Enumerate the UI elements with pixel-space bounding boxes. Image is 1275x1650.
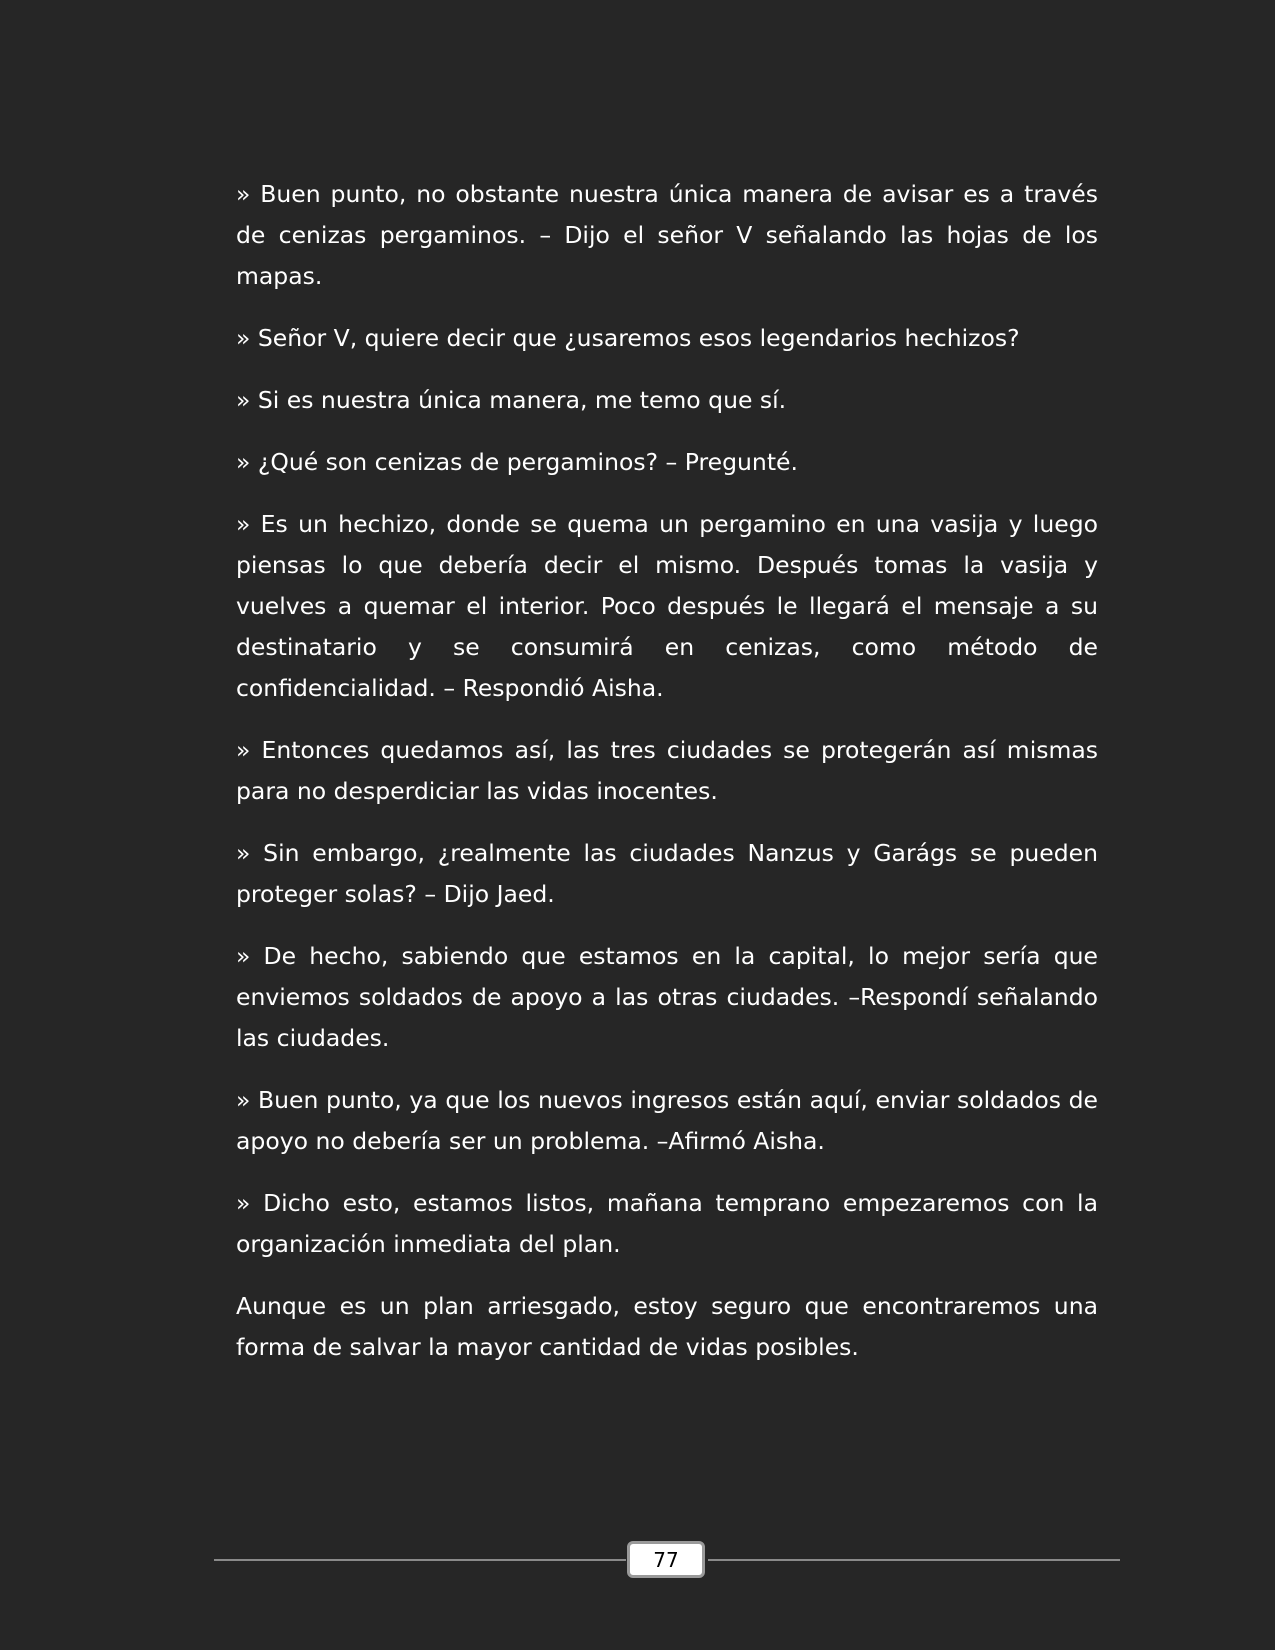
paragraph: » Buen punto, ya que los nuevos ingresos están aquí, enviar soldados de apoyo no debería ser un problema. –Afirmó Aisha. (236, 1086, 1098, 1155)
paragraph: » Entonces quedamos así, las tres ciudades se protegerán así mismas para no desperdiciar las vidas inocentes. (236, 736, 1098, 805)
footer-rule-right (708, 1559, 1120, 1561)
paragraph: » Si es nuestra única manera, me temo que sí. (236, 386, 787, 414)
paragraph: » Señor V, quiere decir que ¿usaremos esos legendarios hechizos? (236, 324, 1020, 352)
paragraph: Aunque es un plan arriesgado, estoy seguro que encontraremos una forma de salvar la mayor cantidad de vidas posibles. (236, 1292, 1098, 1361)
paragraph: » ¿Qué son cenizas de pergaminos? – Pregunté. (236, 448, 798, 476)
footer-rule-left (214, 1559, 626, 1561)
page-number-badge (627, 1541, 705, 1578)
paragraph: » Dicho esto, estamos listos, mañana temprano empezaremos con la organización inmediata del plan. (236, 1189, 1098, 1258)
paragraph: » Buen punto, no obstante nuestra única manera de avisar es a través de cenizas pergaminos. – Dijo el señor V señalando las hojas de los mapas. (236, 180, 1098, 290)
page-number: 77 (653, 1547, 679, 1572)
paragraph: » De hecho, sabiendo que estamos en la capital, lo mejor sería que enviemos soldados de apoyo a las otras ciudades. –Respondí señalando las ciudades. (236, 942, 1098, 1052)
paragraph: » Es un hechizo, donde se quema un pergamino en una vasija y luego piensas lo que debería decir el mismo. Después tomas la vasija y vuelves a quemar el interior. Poco después le llegará el mensaje a su destinatario y se consumirá en cenizas, como método de confidencialidad. – Respondió Aisha. (236, 510, 1098, 702)
page-body (236, 174, 1098, 1389)
paragraph: » Sin embargo, ¿realmente las ciudades Nanzus y Garágs se pueden proteger solas? – Dijo Jaed. (236, 839, 1098, 908)
